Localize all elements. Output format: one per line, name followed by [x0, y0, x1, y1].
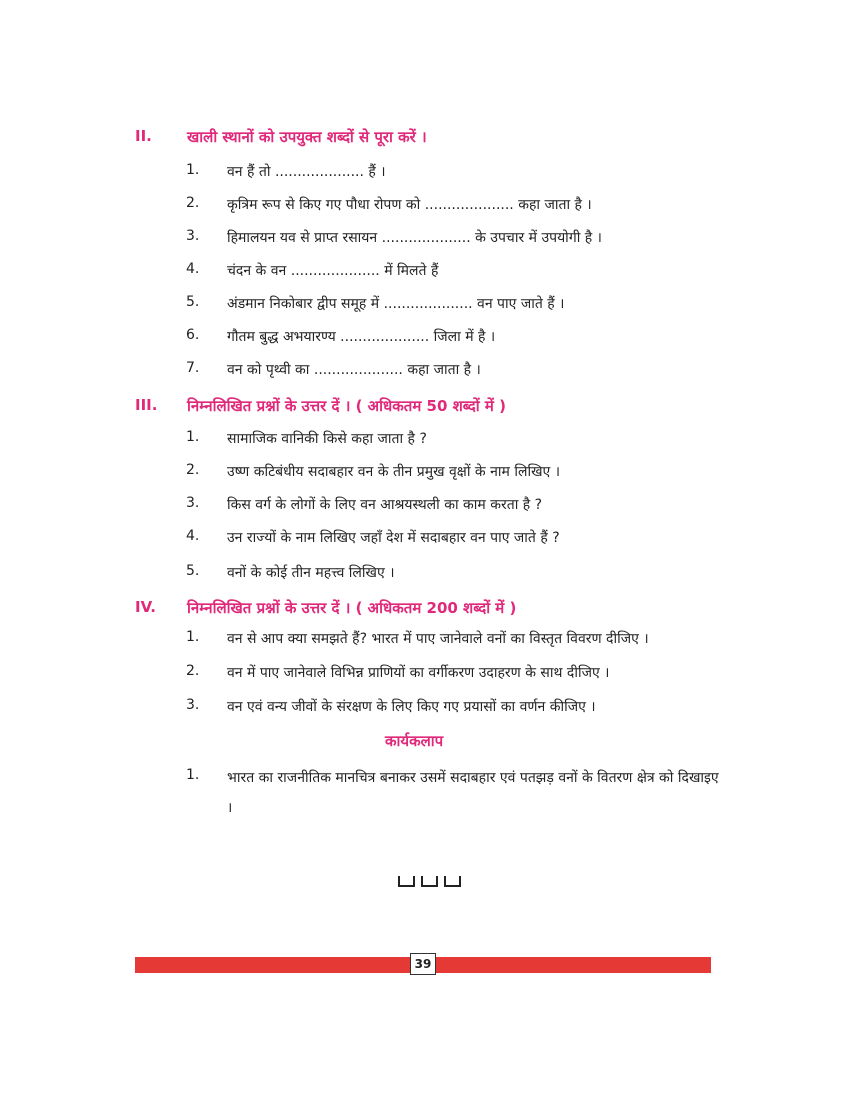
item-text: सामाजिक वानिकी किसे कहा जाता है ?: [227, 431, 427, 447]
item-text: कृत्रिम रूप से किए गए पौधा रोपण को .................... कहा जाता है ।: [227, 197, 592, 213]
section-title: खाली स्थानों को उपयुक्त शब्दों से पूरा करें ।: [187, 128, 427, 146]
item-text: हिमालयन यव से प्राप्त रसायन .................... के उपचार में उपयोगी है ।: [227, 230, 602, 246]
item-text: अंडमान निकोबार द्वीप समूह में .................... वन पाए जाते हैं ।: [227, 296, 565, 312]
section-number: II.: [135, 127, 152, 145]
section-title: निम्नलिखित प्रश्नों के उत्तर दें । ( अधिकतम 50 शब्दों में ): [187, 397, 506, 415]
item-number: 1.: [186, 429, 200, 445]
item-number: 5.: [186, 563, 200, 579]
item-number: 6.: [186, 327, 200, 343]
item-number: 2.: [186, 195, 200, 211]
end-mark-icon: [444, 876, 461, 887]
item-number: 7.: [186, 360, 200, 376]
item-number: 4.: [186, 528, 200, 544]
item-text: गौतम बुद्ध अभयारण्य .................... जिला में है ।: [227, 329, 496, 345]
item-text: वन में पाए जानेवाले विभिन्न प्राणियों का वर्गीकरण उदाहरण के साथ दीजिए ।: [227, 665, 610, 681]
page-number: 39: [410, 953, 436, 975]
item-text: वन से आप क्या समझते हैं? भारत में पाए जानेवाले वनों का विस्तृत विवरण दीजिए ।: [227, 631, 649, 647]
item-number: 1.: [186, 767, 200, 783]
item-text: उन राज्यों के नाम लिखिए जहाँ देश में सदाबहार वन पाए जाते हैं ?: [227, 530, 560, 546]
end-of-chapter-marks: [398, 876, 461, 887]
end-mark-icon: [398, 876, 415, 887]
item-text: वनों के कोई तीन महत्त्व लिखिए ।: [227, 565, 395, 581]
item-number: 4.: [186, 261, 200, 277]
item-text: किस वर्ग के लोगों के लिए वन आश्रयस्थली का काम करता है ?: [227, 497, 543, 513]
item-text: वन को पृथ्वी का .................... कहा जाता है ।: [227, 362, 481, 378]
item-number: 2.: [186, 663, 200, 679]
item-number: 1.: [186, 162, 200, 178]
item-number: 2.: [186, 462, 200, 478]
section-title: निम्नलिखित प्रश्नों के उत्तर दें । ( अधिकतम 200 शब्दों में ): [187, 599, 517, 617]
item-text: भारत का राजनीतिक मानचित्र बनाकर उसमें सदाबहार एवं पतझड़ वनों के वितरण क्षेत्र को दिखाइए ।: [227, 770, 719, 816]
item-text: उष्ण कटिबंधीय सदाबहार वन के तीन प्रमुख वृक्षों के नाम लिखिए ।: [227, 464, 561, 480]
activity-title: कार्यकलाप: [385, 732, 444, 750]
item-number: 3.: [186, 495, 200, 511]
section-number: IV.: [135, 598, 156, 616]
section-number: III.: [135, 396, 158, 414]
item-text: चंदन के वन .................... में मिलते हैं: [227, 263, 439, 279]
item-number: 3.: [186, 228, 200, 244]
end-mark-icon: [421, 876, 438, 887]
item-number: 1.: [186, 629, 200, 645]
item-text: वन हैं तो .................... हैं ।: [227, 164, 386, 180]
item-text: वन एवं वन्य जीवों के संरक्षण के लिए किए गए प्रयासों का वर्णन कीजिए ।: [227, 699, 596, 715]
item-number: 3.: [186, 697, 200, 713]
item-number: 5.: [186, 294, 200, 310]
